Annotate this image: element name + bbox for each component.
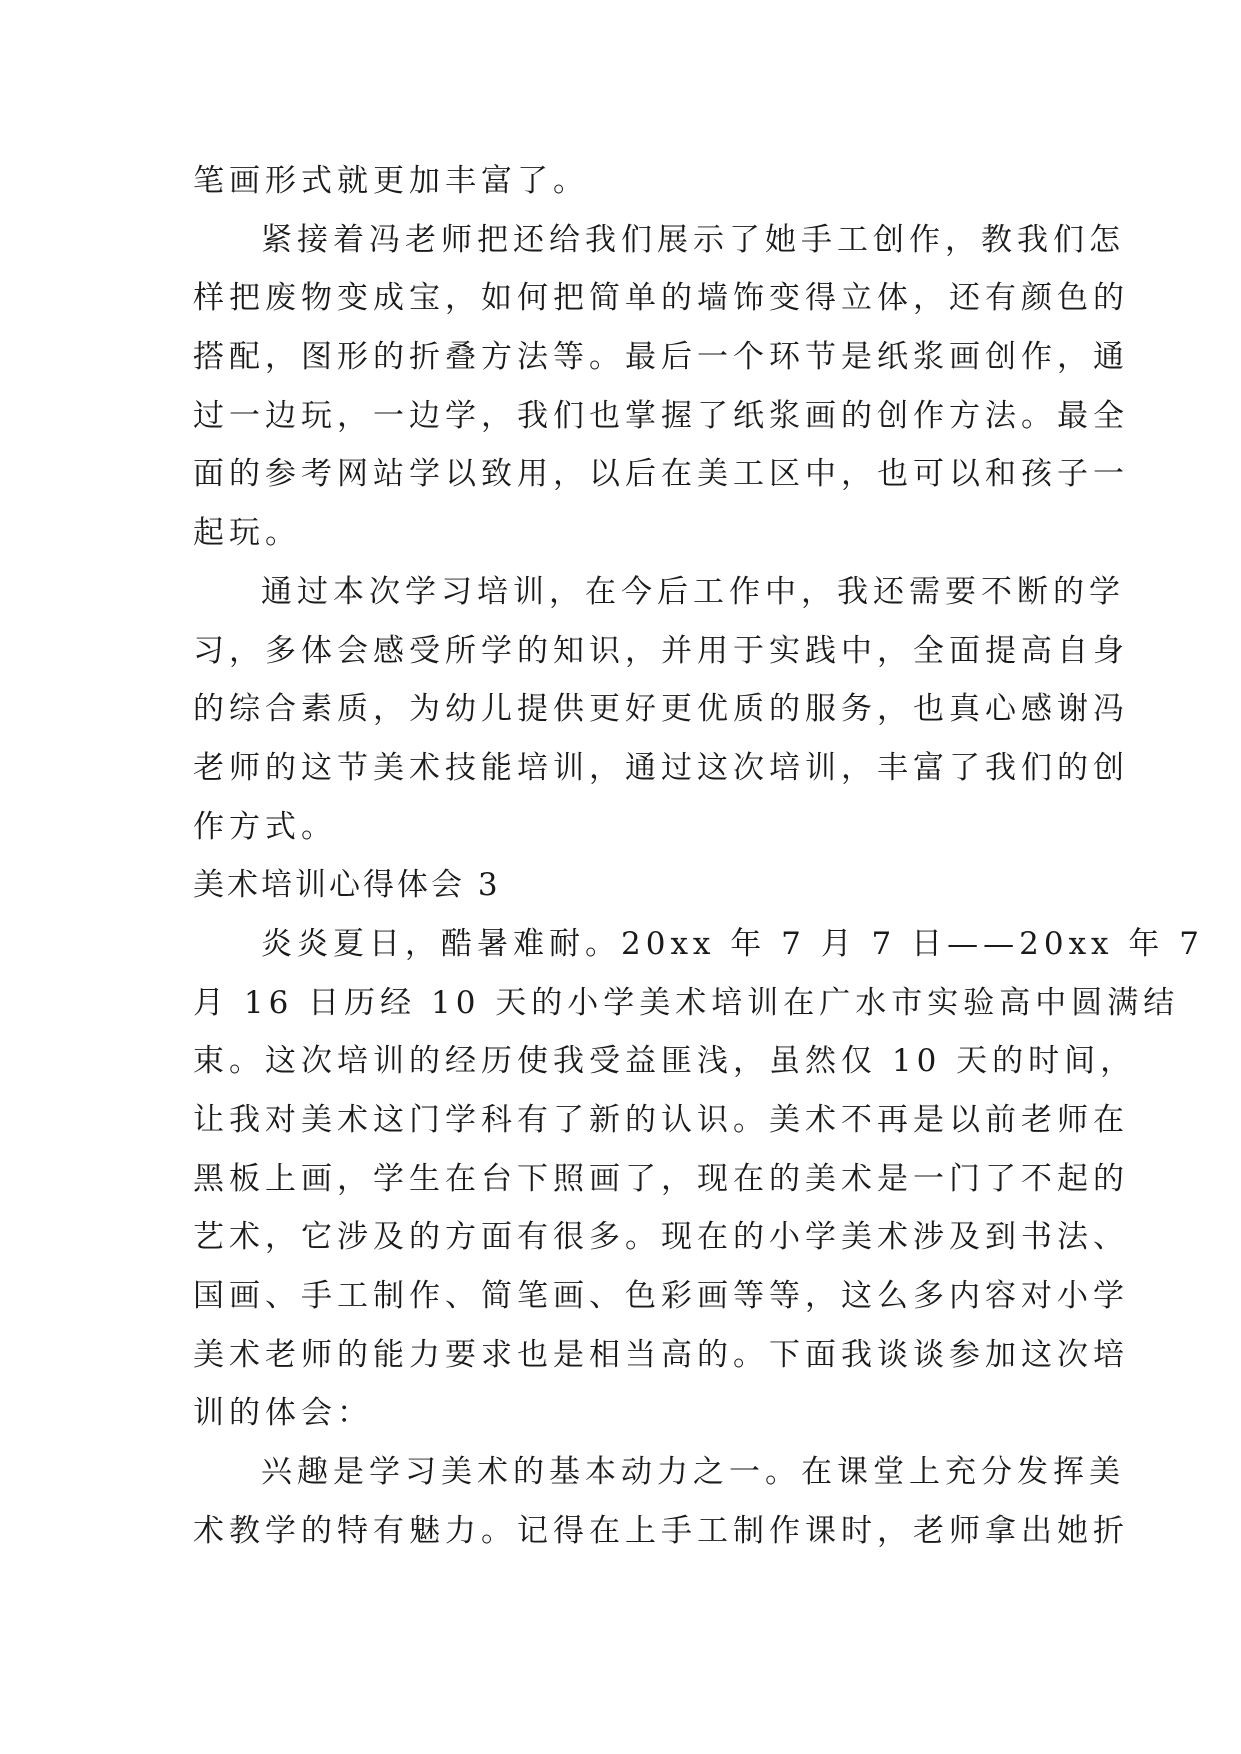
text-line: 笔画形式就更加丰富了。 [193, 163, 589, 199]
text-line: 习，多体会感受所学的知识，并用于实践中，全面提高自身 [193, 632, 1129, 669]
text-line: 黑板上画，学生在台下照画了，现在的美术是一门了不起的 [193, 1160, 1129, 1197]
text-line: 老师的这节美术技能培训，通过这次培训，丰富了我们的创 [193, 749, 1129, 786]
text-line: 束。这次培训的经历使我受益匪浅，虽然仅 10 天的时间， [193, 1043, 1137, 1080]
text-line: 术教学的特有魅力。记得在上手工制作课时，老师拿出她折 [193, 1512, 1129, 1549]
text-line: 面的参考网站学以致用，以后在美工区中，也可以和孩子一 [193, 456, 1129, 493]
text-line: 炎炎夏日，酷暑难耐。20xx 年 7 月 7 日——20xx 年 7 [261, 925, 1204, 962]
text-line: 的综合素质，为幼儿提供更好更优质的服务，也真心感谢冯 [193, 691, 1129, 728]
text-line: 让我对美术这门学科有了新的认识。美术不再是以前老师在 [193, 1102, 1129, 1138]
text-line: 国画、手工制作、简笔画、色彩画等等，这么多内容对小学 [193, 1278, 1129, 1315]
text-line: 搭配，图形的折叠方法等。最后一个环节是纸浆画创作，通 [193, 339, 1129, 376]
text-line: 艺术，它涉及的方面有很多。现在的小学美术涉及到书法、 [193, 1219, 1129, 1256]
text-line: 训的体会： [193, 1395, 373, 1432]
text-line: 紧接着冯老师把还给我们展示了她手工创作，教我们怎 [261, 221, 1125, 258]
document-body [193, 152, 1204, 1561]
text-line: 作方式。 [193, 808, 337, 845]
section-heading: 美术培训心得体会 3 [193, 867, 501, 904]
text-line: 通过本次学习培训，在今后工作中，我还需要不断的学 [261, 573, 1125, 610]
text-line: 起玩。 [193, 515, 301, 552]
text-line: 兴趣是学习美术的基本动力之一。在课堂上充分发挥美 [261, 1454, 1125, 1491]
text-line: 美术老师的能力要求也是相当高的。下面我谈谈参加这次培 [193, 1336, 1129, 1373]
text-line: 样把废物变成宝，如何把简单的墙饰变得立体，还有颜色的 [193, 280, 1129, 317]
text-line: 月 16 日历经 10 天的小学美术培训在广水市实验高中圆满结 [193, 984, 1180, 1021]
text-line: 过一边玩，一边学，我们也掌握了纸浆画的创作方法。最全 [193, 397, 1129, 434]
